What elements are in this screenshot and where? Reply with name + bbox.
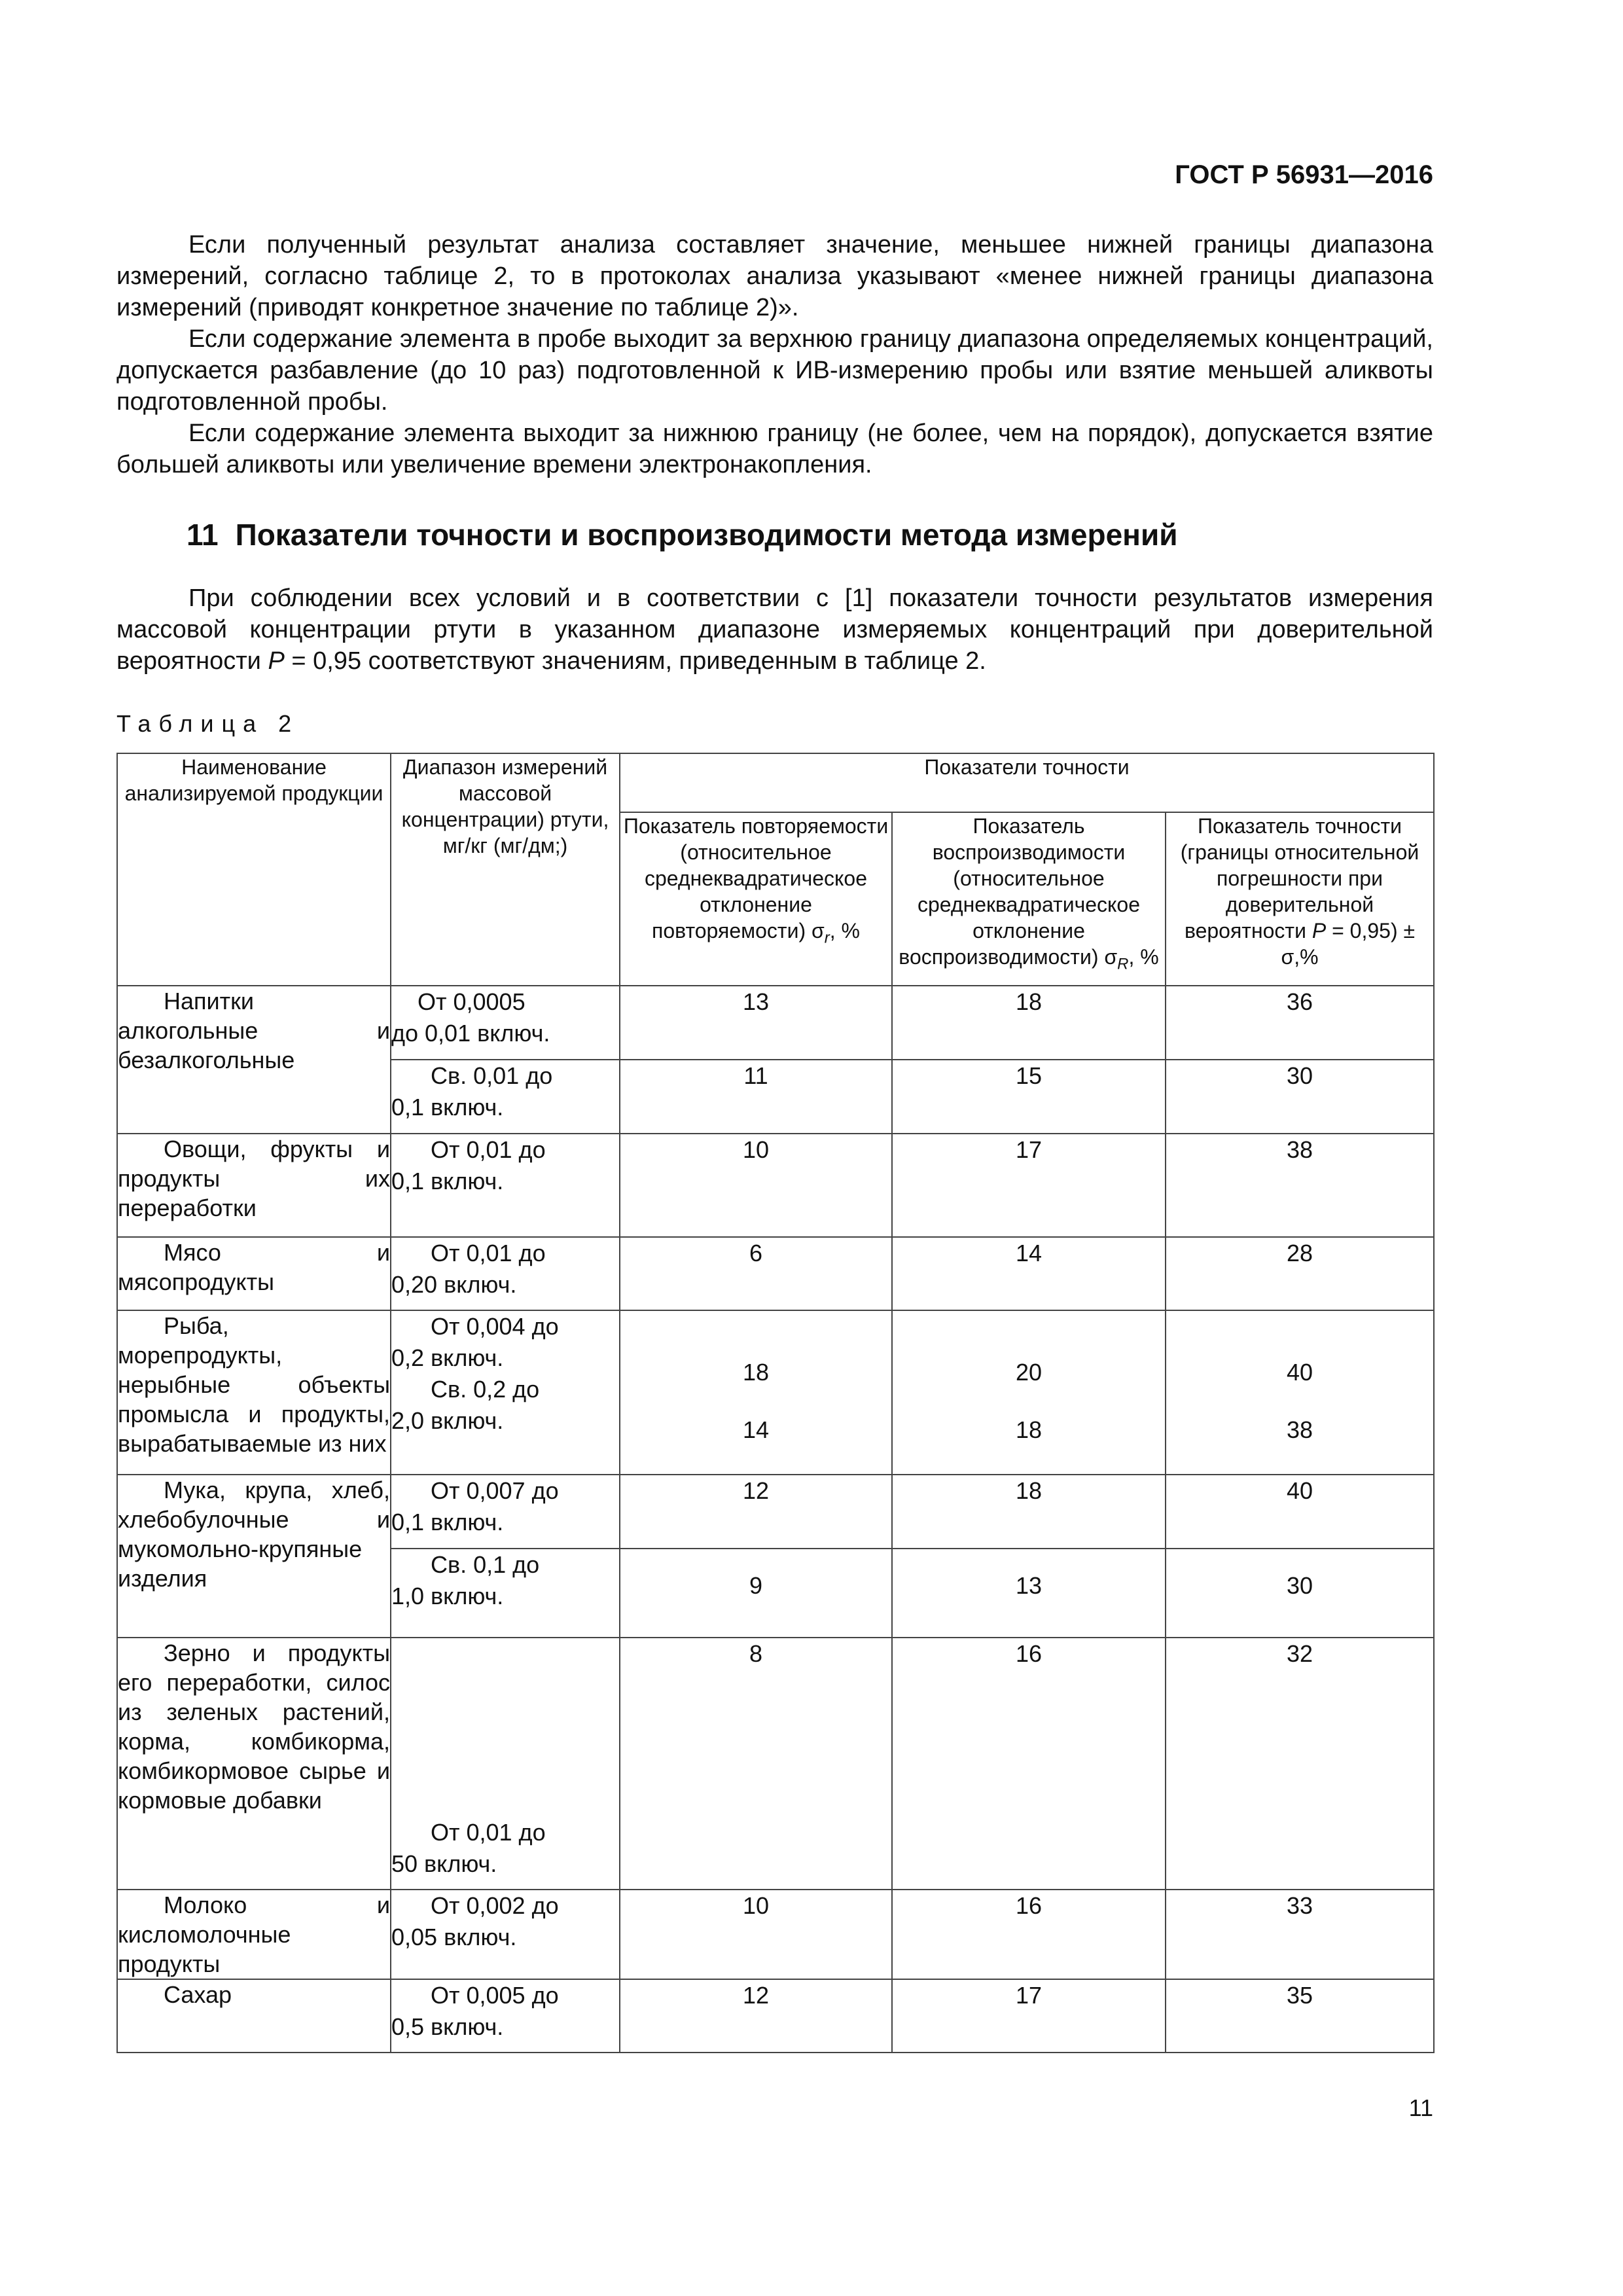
reproducibility-value: 16 [892, 1638, 1166, 1890]
accuracy-value: 35 [1166, 1979, 1434, 2053]
product-cell: Напитки алкогольные и безалкогольные [117, 986, 391, 1134]
reproducibility-value: 13 [892, 1549, 1166, 1638]
reproducibility-value: 15 [892, 1060, 1166, 1134]
table-row [117, 1237, 1434, 1310]
document-code: ГОСТ Р 56931—2016 [1175, 160, 1433, 189]
section-number: 11 [187, 518, 219, 552]
product-cell: Мясо и мясопродукты [117, 1237, 391, 1310]
range-cell: Св. 0,1 до 1,0 включ. [391, 1549, 620, 1638]
table-row [117, 1979, 1434, 2053]
repeatability-value: 6 [620, 1237, 892, 1310]
range-cell: От 0,004 до 0,2 включ. Св. 0,2 до 2,0 включ. [391, 1310, 620, 1475]
range-cell: От 0,007 до 0,1 включ. [391, 1475, 620, 1549]
range-cell: Св. 0,01 до 0,1 включ. [391, 1060, 620, 1134]
product-cell: Рыба, морепродукты, нерыбные объекты промысла и продукты, вырабатываемые из них [117, 1310, 391, 1475]
reproducibility-value: 17 [892, 1979, 1166, 2053]
table-row [117, 1890, 1434, 1979]
accuracy-value: 33 [1166, 1890, 1434, 1979]
header-accuracy: Показатель точности (границы относительной погрешности при доверительной вероятности P = 0,95) ± σ,% [1166, 812, 1434, 986]
repeatability-value: 11 [620, 1060, 892, 1134]
header-range: Диапазон измерений массовой концентрации) ртути, мг/кг (мг/дм;) [391, 753, 620, 986]
header-product: Наименование анализируемой продукции [117, 753, 391, 986]
repeatability-value: 13 [620, 986, 892, 1060]
accuracy-value: 36 [1166, 986, 1434, 1060]
accuracy-value: 30 [1166, 1549, 1434, 1638]
reproducibility-value: 17 [892, 1134, 1166, 1237]
table-row [117, 1638, 1434, 1890]
header-repeatability: Показатель повторяемости (относительное среднеквадратическое отклонение повторяемости) $\sigma_r$, % [620, 812, 892, 986]
range-cell: От 0,002 до 0,05 включ. [391, 1890, 620, 1979]
repeatability-value: 18 14 [620, 1310, 892, 1475]
intro-text [116, 229, 1433, 480]
range-cell: От 0,0005 до 0,01 включ. [391, 986, 620, 1060]
accuracy-value: 28 [1166, 1237, 1434, 1310]
repeatability-value: 10 [620, 1134, 892, 1237]
product-cell: Сахар [117, 1979, 391, 2053]
repeatability-value: 12 [620, 1979, 892, 2053]
table-row [117, 986, 1434, 1060]
range-cell: От 0,01 до 50 включ. [391, 1638, 620, 1890]
table-header-row [117, 753, 1434, 812]
reproducibility-value: 18 [892, 1475, 1166, 1549]
range-cell: От 0,01 до 0,1 включ. [391, 1134, 620, 1237]
accuracy-value: 40 38 [1166, 1310, 1434, 1475]
paragraph: Если полученный результат анализа составляет значение, меньшее нижней границы диапазона измерений, согласно таблице 2, то в протоколах анализа указывают «менее нижней границы диапазона измерений (приводят конкретное значение по таблице 2)». [116, 231, 1433, 321]
accuracy-table [116, 753, 1435, 2053]
table-caption: Таблица 2 [116, 710, 300, 737]
accuracy-value: 30 [1166, 1060, 1434, 1134]
reproducibility-value: 20 18 [892, 1310, 1166, 1475]
reproducibility-value: 16 [892, 1890, 1166, 1979]
accuracy-value: 40 [1166, 1475, 1434, 1549]
product-cell: Зерно и продукты его переработки, силос из зеленых растений, корма, комбикорма, комбикормовое сырье и кормовые добавки [117, 1638, 391, 1890]
range-cell: От 0,01 до 0,20 включ. [391, 1237, 620, 1310]
header-reproducibility: Показатель воспроизводимости (относительное среднеквадратическое отклонение воспроизводимости) $\sigma_R$, % [892, 812, 1166, 986]
repeatability-value: 9 [620, 1549, 892, 1638]
accuracy-value: 38 [1166, 1134, 1434, 1237]
repeatability-value: 10 [620, 1890, 892, 1979]
table-row [117, 1475, 1434, 1549]
range-cell: От 0,005 до 0,5 включ. [391, 1979, 620, 2053]
header-accuracy-group: Показатели точности [620, 753, 1434, 812]
section-title: Показатели точности и воспроизводимости метода измерений [235, 518, 1178, 552]
paragraph: Если содержание элемента в пробе выходит за верхнюю границу диапазона определяемых концентраций, допускается разбавление (до 10 раз) подготовленной к ИВ-измерению пробы или взятие меньшей аликвоты подготовленной пробы. [116, 325, 1433, 416]
accuracy-value: 32 [1166, 1638, 1434, 1890]
product-cell: Молоко и кисломолочные продукты [117, 1890, 391, 1979]
section-heading [187, 517, 1178, 552]
reproducibility-value: 18 [892, 986, 1166, 1060]
repeatability-value: 12 [620, 1475, 892, 1549]
product-cell: Мука, крупа, хлеб, хлебобулочные и мукомольно-крупяные изделия [117, 1475, 391, 1638]
reproducibility-value: 14 [892, 1237, 1166, 1310]
product-cell: Овощи, фрукты и продукты их переработки [117, 1134, 391, 1237]
table-row [117, 1310, 1434, 1475]
paragraph: При соблюдении всех условий и в соответствии с [1] показатели точности результатов измерения массовой концентрации ртути в указанном диапазоне измеряемых концентраций при доверительной вероятности P = 0,95 соответствуют значениям, приведенным в таблице 2. [116, 584, 1433, 675]
repeatability-value: 8 [620, 1638, 892, 1890]
page-number: 11 [1408, 2094, 1433, 2121]
table-row [117, 1134, 1434, 1237]
section-text [116, 583, 1433, 677]
paragraph: Если содержание элемента выходит за нижнюю границу (не более, чем на порядок), допускается взятие большей аликвоты или увеличение времени электронакопления. [116, 420, 1433, 478]
